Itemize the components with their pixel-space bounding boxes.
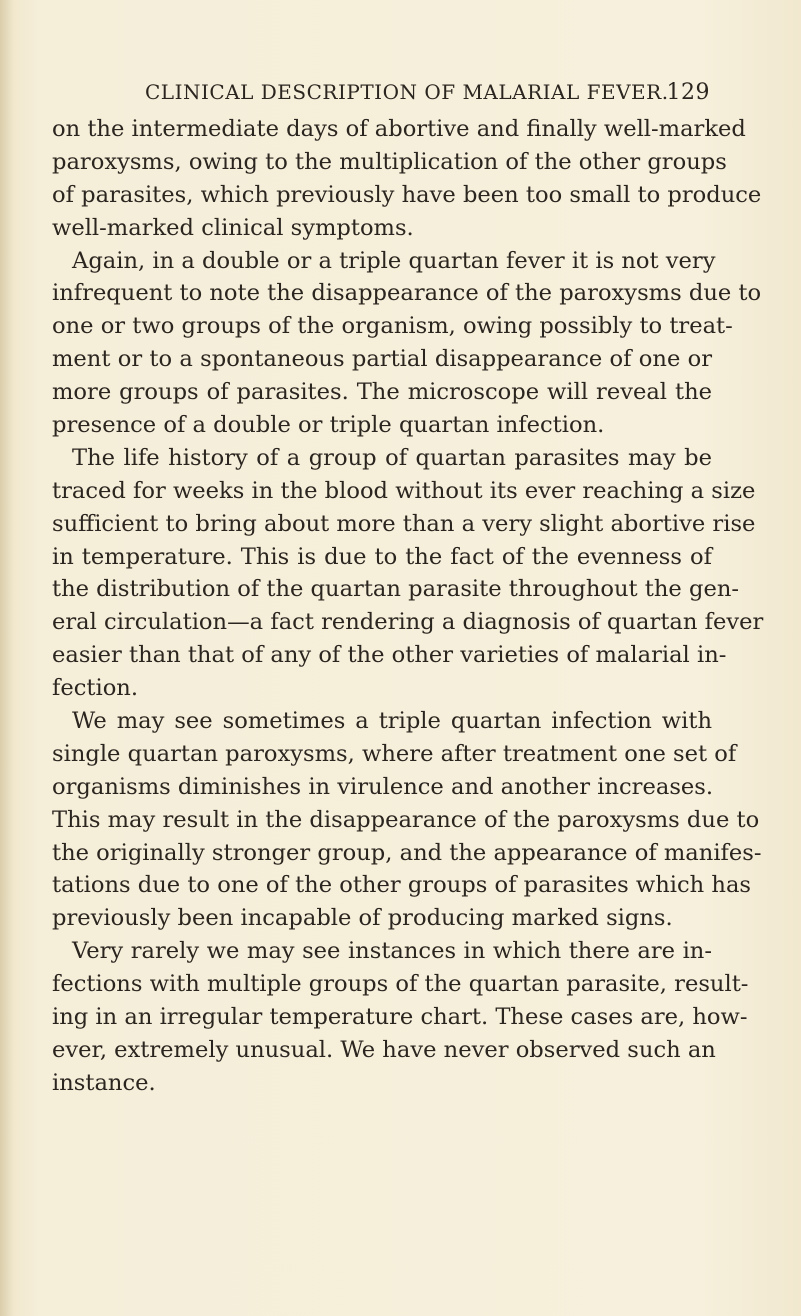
text-line: ever, extremely unusual. We have never observed such an — [52, 1036, 716, 1063]
text-line: easier than that of any of the other varieties of malarial in- — [52, 642, 727, 669]
text-line: ing in an irregular temperature chart. These cases are, how- — [52, 1004, 748, 1031]
text-line: This may result in the disappearance of the paroxysms due to — [52, 806, 760, 833]
text-line: presence of a double or triple quartan infection. — [52, 412, 605, 439]
text-line: paroxysms, owing to the multiplication of the other groups — [52, 148, 727, 175]
paragraph-first-line: We may see sometimes a triple quartan infection with — [72, 708, 712, 735]
text-line: single quartan paroxysms, where after treatment one set of — [52, 740, 737, 767]
text-line: traced for weeks in the blood without its ever reaching a size — [52, 477, 756, 504]
text-line: well-marked clinical symptoms. — [52, 214, 414, 241]
running-header — [145, 80, 710, 104]
text-line: tations due to one of the other groups of parasites which has — [52, 872, 752, 899]
text-line: one or two groups of the organism, owing possibly to treat- — [52, 313, 733, 340]
text-line: of parasites, which previously have been too small to produce — [52, 181, 762, 208]
body-text — [52, 113, 764, 1100]
text-line: eral circulation—a fact rendering a diagnosis of quartan fever — [52, 609, 764, 636]
text-line: more groups of parasites. The microscope will reveal the — [52, 379, 712, 406]
page-number: 129 — [666, 80, 710, 105]
text-line: ment or to a spontaneous partial disappearance of one or — [52, 346, 712, 373]
paragraph-first-line: Again, in a double or a triple quartan fever it is not very — [72, 247, 716, 274]
page-edge-shadow — [0, 0, 14, 1316]
text-line: fections with multiple groups of the quartan parasite, result- — [52, 971, 749, 998]
text-line: infrequent to note the disappearance of the paroxysms due to — [52, 280, 762, 307]
text-line: fection. — [52, 675, 139, 702]
text-line: previously been incapable of producing marked signs. — [52, 905, 673, 932]
text-line: organisms diminishes in virulence and another increases. — [52, 773, 714, 800]
text-line: on the intermediate days of abortive and finally well-marked — [52, 116, 746, 142]
text-line: in temperature. This is due to the fact of the evenness of — [52, 543, 712, 570]
text-line: the originally stronger group, and the appearance of manifes- — [52, 839, 762, 866]
text-line: instance. — [52, 1069, 156, 1096]
text-line: the distribution of the quartan parasite throughout the gen- — [52, 576, 740, 603]
text-line: sufficient to bring about more than a very slight abortive rise — [52, 510, 756, 537]
paragraph-first-line: The life history of a group of quartan parasites may be — [72, 444, 712, 471]
paragraph-first-line: Very rarely we may see instances in which there are in- — [72, 938, 712, 965]
running-title: CLINICAL DESCRIPTION OF MALARIAL FEVER. — [145, 80, 669, 104]
